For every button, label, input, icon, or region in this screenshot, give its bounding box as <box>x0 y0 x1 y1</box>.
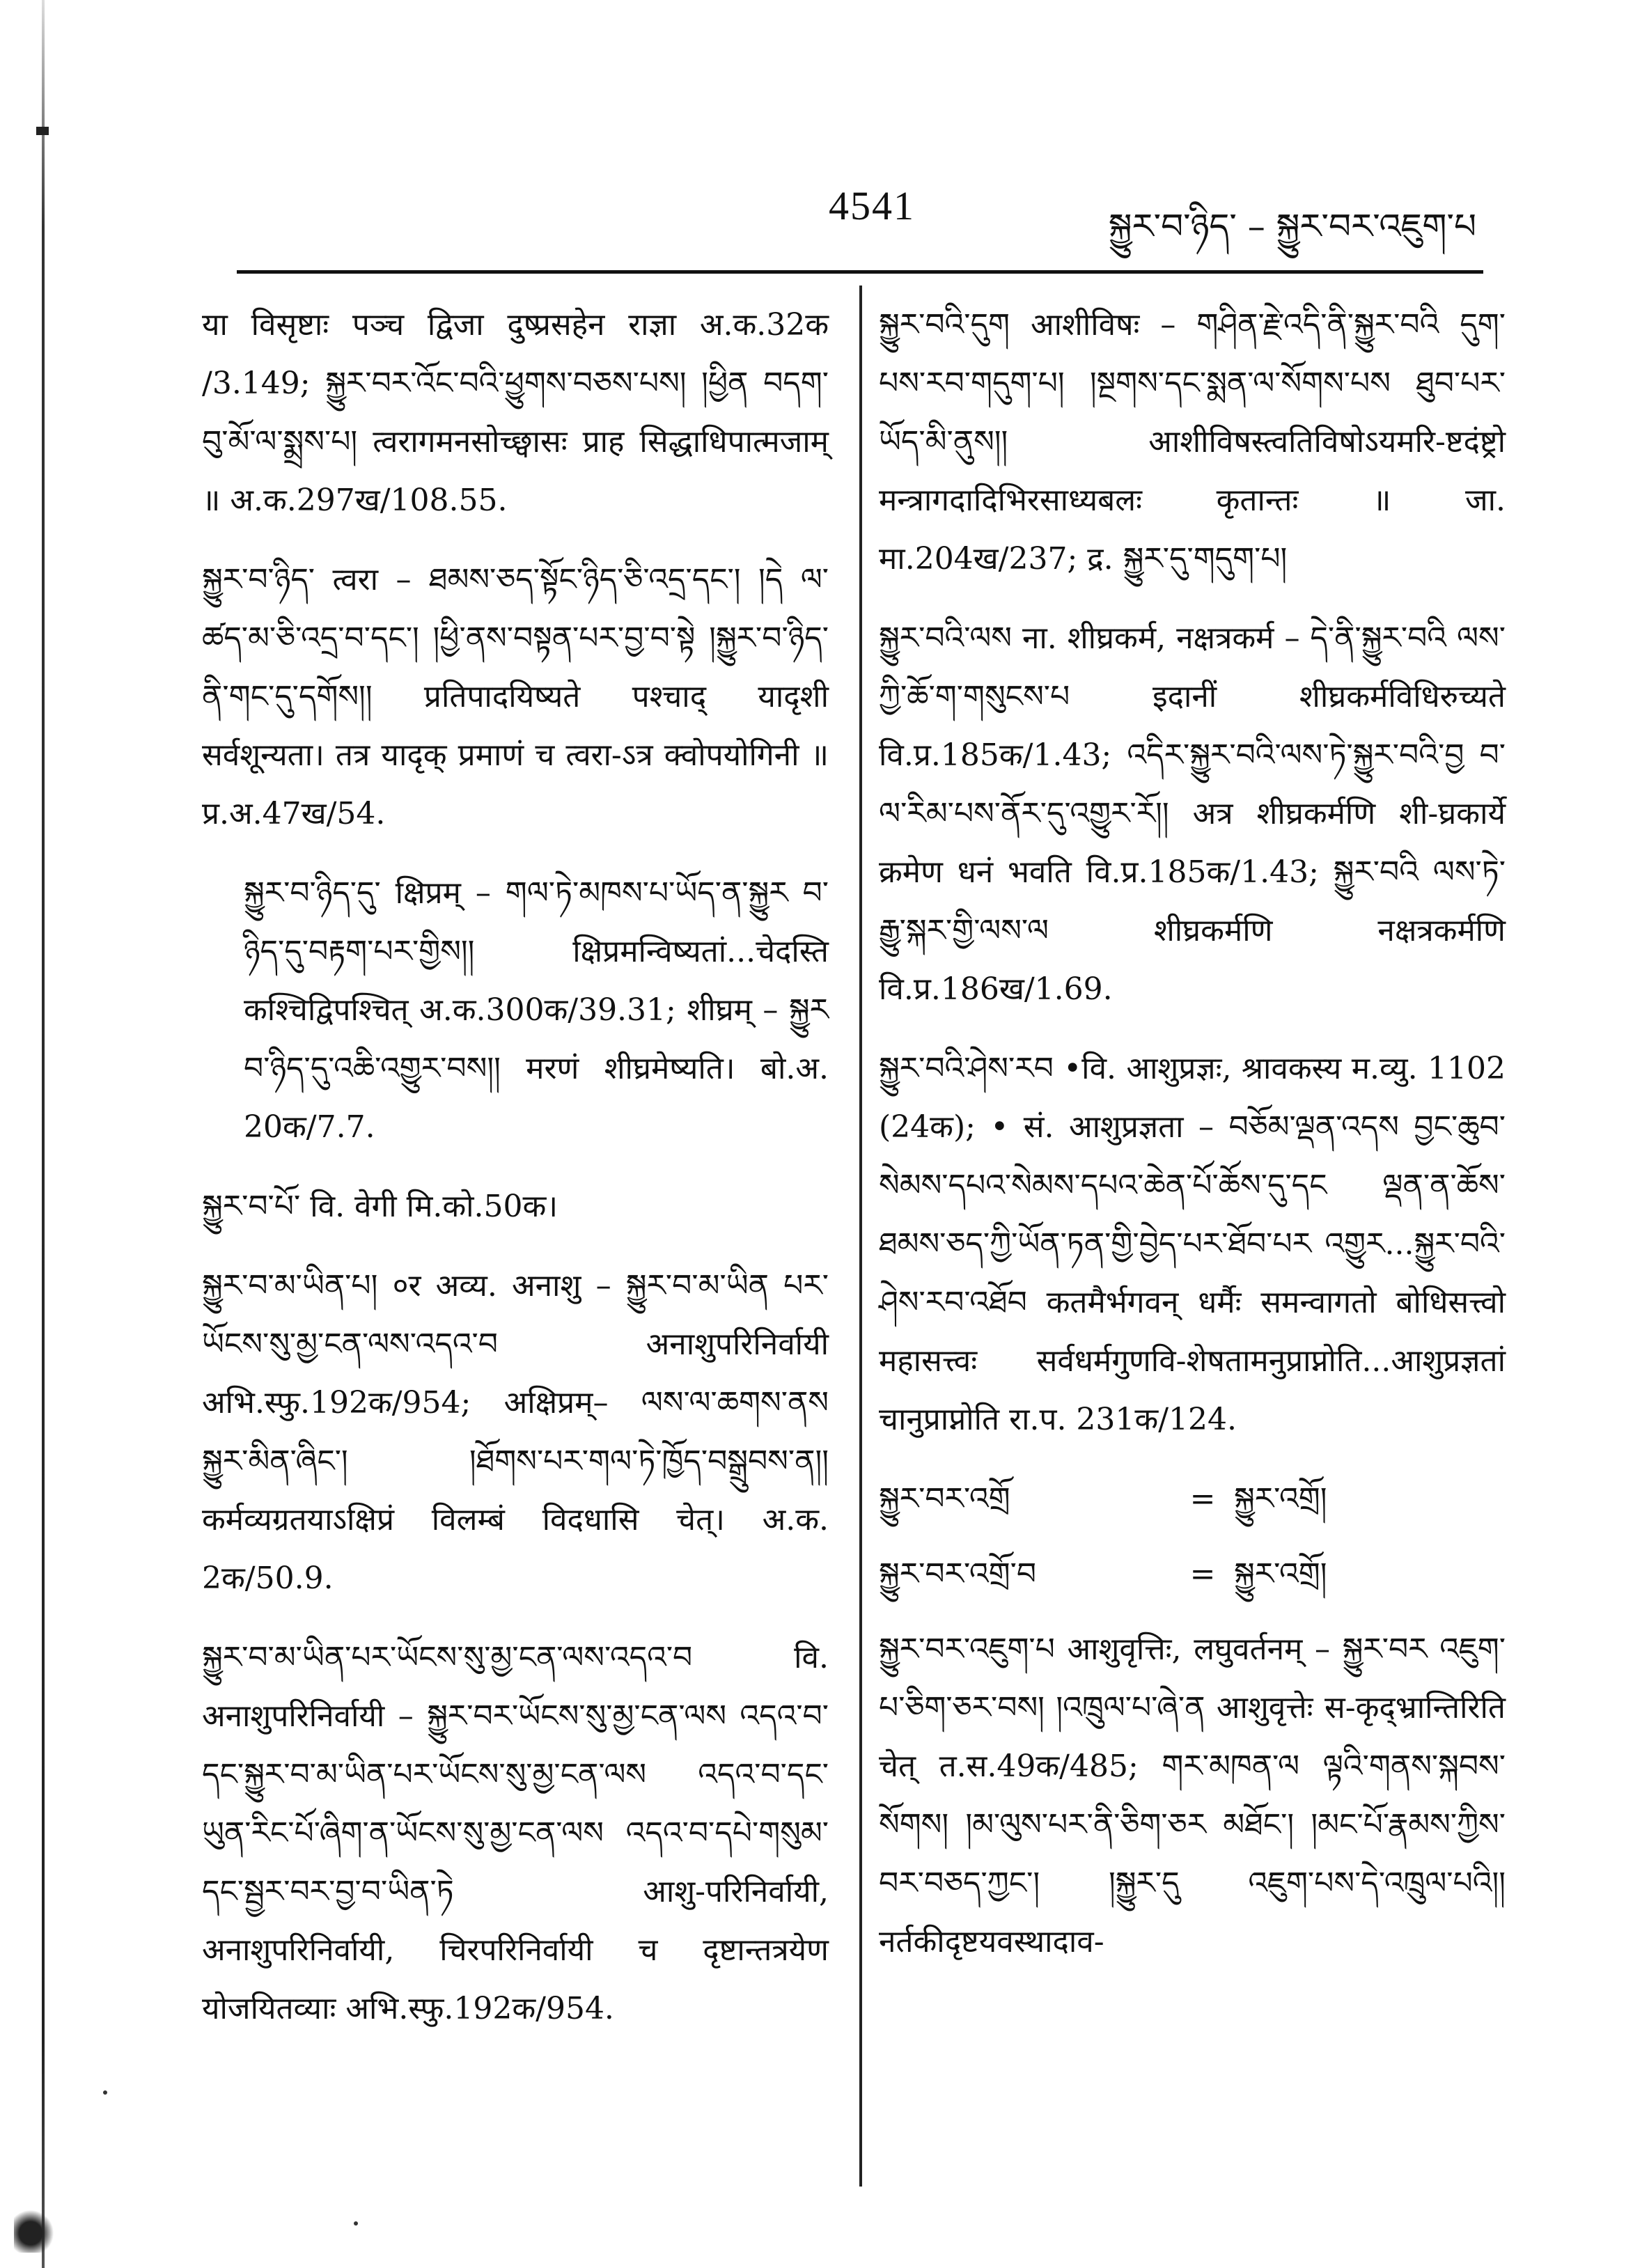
entry-asivisah: སྐྱུར་བའི་དུག आशीविषः – གཤིན་རྗེ་འདི་ནི་སྐྱུར་བའི དུག་པས་རབ་གདུག་པ། །སྔགས་དང་སྨན་ལ་སོགས་པས ཐུབ་པར་ཡོད་མི་ནུས།། आशीविषस्त्वतिविषोऽयमरि-ष्टदंष्ट्रो मन्त्रागदादिभिरसाध्यबलः कृतान्तः ॥ जा. मा.204ख/237; द्र. སྐྱུར་དུ་གདུག་པ། <box>879 307 1506 577</box>
cross-reference <box>879 1470 1506 1528</box>
header-rule <box>237 270 1483 274</box>
right-column <box>879 296 1506 1992</box>
scan-artifact-mark <box>14 2204 56 2253</box>
left-column <box>202 296 829 2059</box>
entry-continuation: या विसृष्टाः पञ्च द्विजा दुष्प्रसहेन राज्ञा अ.क.32क /3.149; སྐྱུར་བར་འོང་བའི་ཕྱུགས་བཅས་པས། །ཕྱིན བདག་བུ་མོ་ལ་སྨྲས་པ། त्वरागमनसोच्छ्वासः प्राह सिद्धाधिपात्मजाम् ॥ अ.क.297ख/108.55. <box>202 307 829 518</box>
xref-target: སྐྱུར་འགྲོ། <box>1234 1556 1327 1592</box>
page-header <box>237 182 1490 259</box>
speck <box>354 2221 358 2226</box>
speck <box>103 2090 107 2095</box>
page-number: 4541 <box>829 183 915 228</box>
binding-edge-mark <box>36 127 49 135</box>
entry-anasu: སྐྱུར་བ་མ་ཡིན་པ། ०र अव्य. अनाशु – སྐྱུར་བ་མ་ཡིན པར་ཡོངས་སུ་མྱ་ངན་ལས་འདའ་བ अनाशुपरिनिर्वायी अभि.स्फु.192क/954; अक्षिप्रम्– ལས་ལ་ཆགས་ནས སྐྱུར་མིན་ཞིང་། །ཐོགས་པར་གལ་ཏེ་ཁྱོད་བསྒྲུབས་ན།། कर्मव्यग्रतयाऽक्षिप्रं विलम्बं विदधासि चेत्। अ.क. 2क/50.9. <box>202 1268 829 1596</box>
entry-asuprajna: སྐྱུར་བའི་ཤེས་རབ •वि. आशुप्रज्ञः, श्रावकस्य म.व्यु. 1102 (24क); • सं. आशुप्रज्ञता – བཅོམ་ལྡན་འདས བྱང་ཆུབ་སེམས་དཔའ་སེམས་དཔའ་ཆེན་པོ་ཆོས་དུ་དང ལྡན་ན་ཆོས་ཐམས་ཅད་ཀྱི་ཡོན་ཏན་གྱི་བྱེད་པར་ཐོབ་པར འགྱུར...སྐྱུར་བའི་ཤེས་རབ་འཐོབ कतमैर्भगवन् धर्मैः समन्वागतो बोधिसत्त्वो महासत्त्वः सर्वधर्मगुणवि-शेषतामनुप्राप्नोति...आशुप्रज्ञतां चानुप्राप्नोति रा.प. 231क/124. <box>879 1051 1506 1437</box>
binding-edge-line <box>42 0 45 2268</box>
entry-sighrakarma: སྐྱུར་བའི་ལས ना. शीघ्रकर्म, नक्षत्रकर्म – དེ་ནི་སྐྱུར་བའི ལས་ཀྱི་ཆོ་ག་གསུངས་པ इदानीं शीघ्रकर्मविधिरुच्यते वि.प्र.185क/1.43; འདིར་སྐྱུར་བའི་ལས་ཏེ་སྐྱུར་བའི་བྱ བ་ལ་རིམ་པས་ནོར་དུ་འགྱུར་རོ།། अत्र शीघ्रकर्मणि शी-घ्रकार्ये क्रमेण धनं भवति वि.प्र.185क/1.43; སྐྱུར་བའི ལས་ཏེ་རྒྱུ་སྐར་གྱི་ལས་ལ शीघ्रकर्मणि नक्षत्रकर्मणि वि.प्र.186ख/1.69. <box>879 620 1506 1007</box>
xref-term: སྐྱུར་བར་འགྲོ <box>879 1481 1010 1517</box>
entry-anasuparinirvayi: སྐྱུར་བ་མ་ཡིན་པར་ཡོངས་སུ་མྱ་ངན་ལས་འདའ་བ वि. अनाशुपरिनिर्वायी – སྐྱུར་བར་ཡོངས་སུ་མྱ་ངན་ལས འདའ་བ་དང་སྐྱུར་བ་མ་ཡིན་པར་ཡོངས་སུ་མྱ་ངན་ལས འདའ་བ་དང་ཡུན་རིང་པོ་ཞིག་ན་ཡོངས་སུ་མྱ་ངན་ལས འདའ་བ་དཔེ་གསུམ་དང་སྦྱར་བར་བྱ་བ་ཡིན་ཏེ आशु-परिनिर्वायी, अनाशुपरिनिर्वायी, चिरपरिनिर्वायी च दृष्टान्तत्रयेण योजयितव्याः अभि.स्फु.192क/954. <box>202 1640 829 2026</box>
column-divider <box>859 286 862 2187</box>
xref-term: སྐྱུར་བར་འགྲོ་བ <box>879 1556 1037 1592</box>
entry-ksipram: སྐྱུར་བ་ཉིད་དུ་ क्षिप्रम् – གལ་ཏེ་མཁས་པ་ཡོད་ན་སྐྱུར བ་ཉིད་དུ་བརྟག་པར་གྱིས།། क्षिप्रमन्विष्यतां...चेदस्ति कश्चिद्विपश्चित् अ.क.300क/39.31; शीघ्रम् – སྐྱུར བ་ཉིད་དུ་འཆི་འགྱུར་བས།། मरणं शीघ्रमेष्यति। बो.अ. 20क/7.7. <box>244 875 829 1145</box>
entry-asuvrttih: སྐྱུར་བར་འཇུག་པ आशुवृत्तिः, लघुवर्तनम् – སྐྱུར་བར འཇུག་པ་ཅིག་ཅར་བས། །འཁྲུལ་པ་ཞེ་ན आशुवृत्तेः स-कृद्भ्रान्तिरिति चेत् त.स.49क/485; གར་མཁན་ལ ལྟའི་གནས་སྐབས་སོགས། །མ་ལུས་པར་ནི་ཅིག་ཅར མཐོང་། །མང་པོ་རྣམས་ཀྱིས་བར་བཅད་ཀྱང་། །སྐྱུར་དུ འཇུག་པས་དེ་འཁྲུལ་པའི།། नर्तकीदृष्टयवस्थादाव- <box>879 1632 1506 1960</box>
entry-vegi: སྐྱུར་བ་པོ་ वि. वेगी मि.को.50क। <box>202 1189 558 1224</box>
xref-equals: = <box>1189 1481 1216 1517</box>
xref-equals: = <box>1189 1556 1216 1592</box>
running-head: སྐྱུར་བ་ཉིད་ – སྐྱུར་བར་འཇུག་པ <box>1108 206 1476 247</box>
xref-target: སྐྱུར་འགྲོ། <box>1234 1481 1327 1517</box>
cross-reference <box>879 1545 1506 1604</box>
entry-tvara: སྐྱུར་བ་ཉིད་ त्वरा – ཐམས་ཅད་སྟོང་ཉིད་ཅི་འདྲ་དང་། །དེ ལ་ཚད་མ་ཅི་འདྲ་བ་དང་། །ཕྱི་ནས་བསྟན་པར་བྱ་བ་སྟེ །སྐྱུར་བ་ཉིད་ནི་གང་དུ་དགོས།། प्रतिपादयिष्यते पश्चाद् यादृशी सर्वशून्यता। तत्र यादृक् प्रमाणं च त्वरा-ऽत्र क्वोपयोगिनी ॥ प्र.अ.47ख/54. <box>202 562 829 831</box>
